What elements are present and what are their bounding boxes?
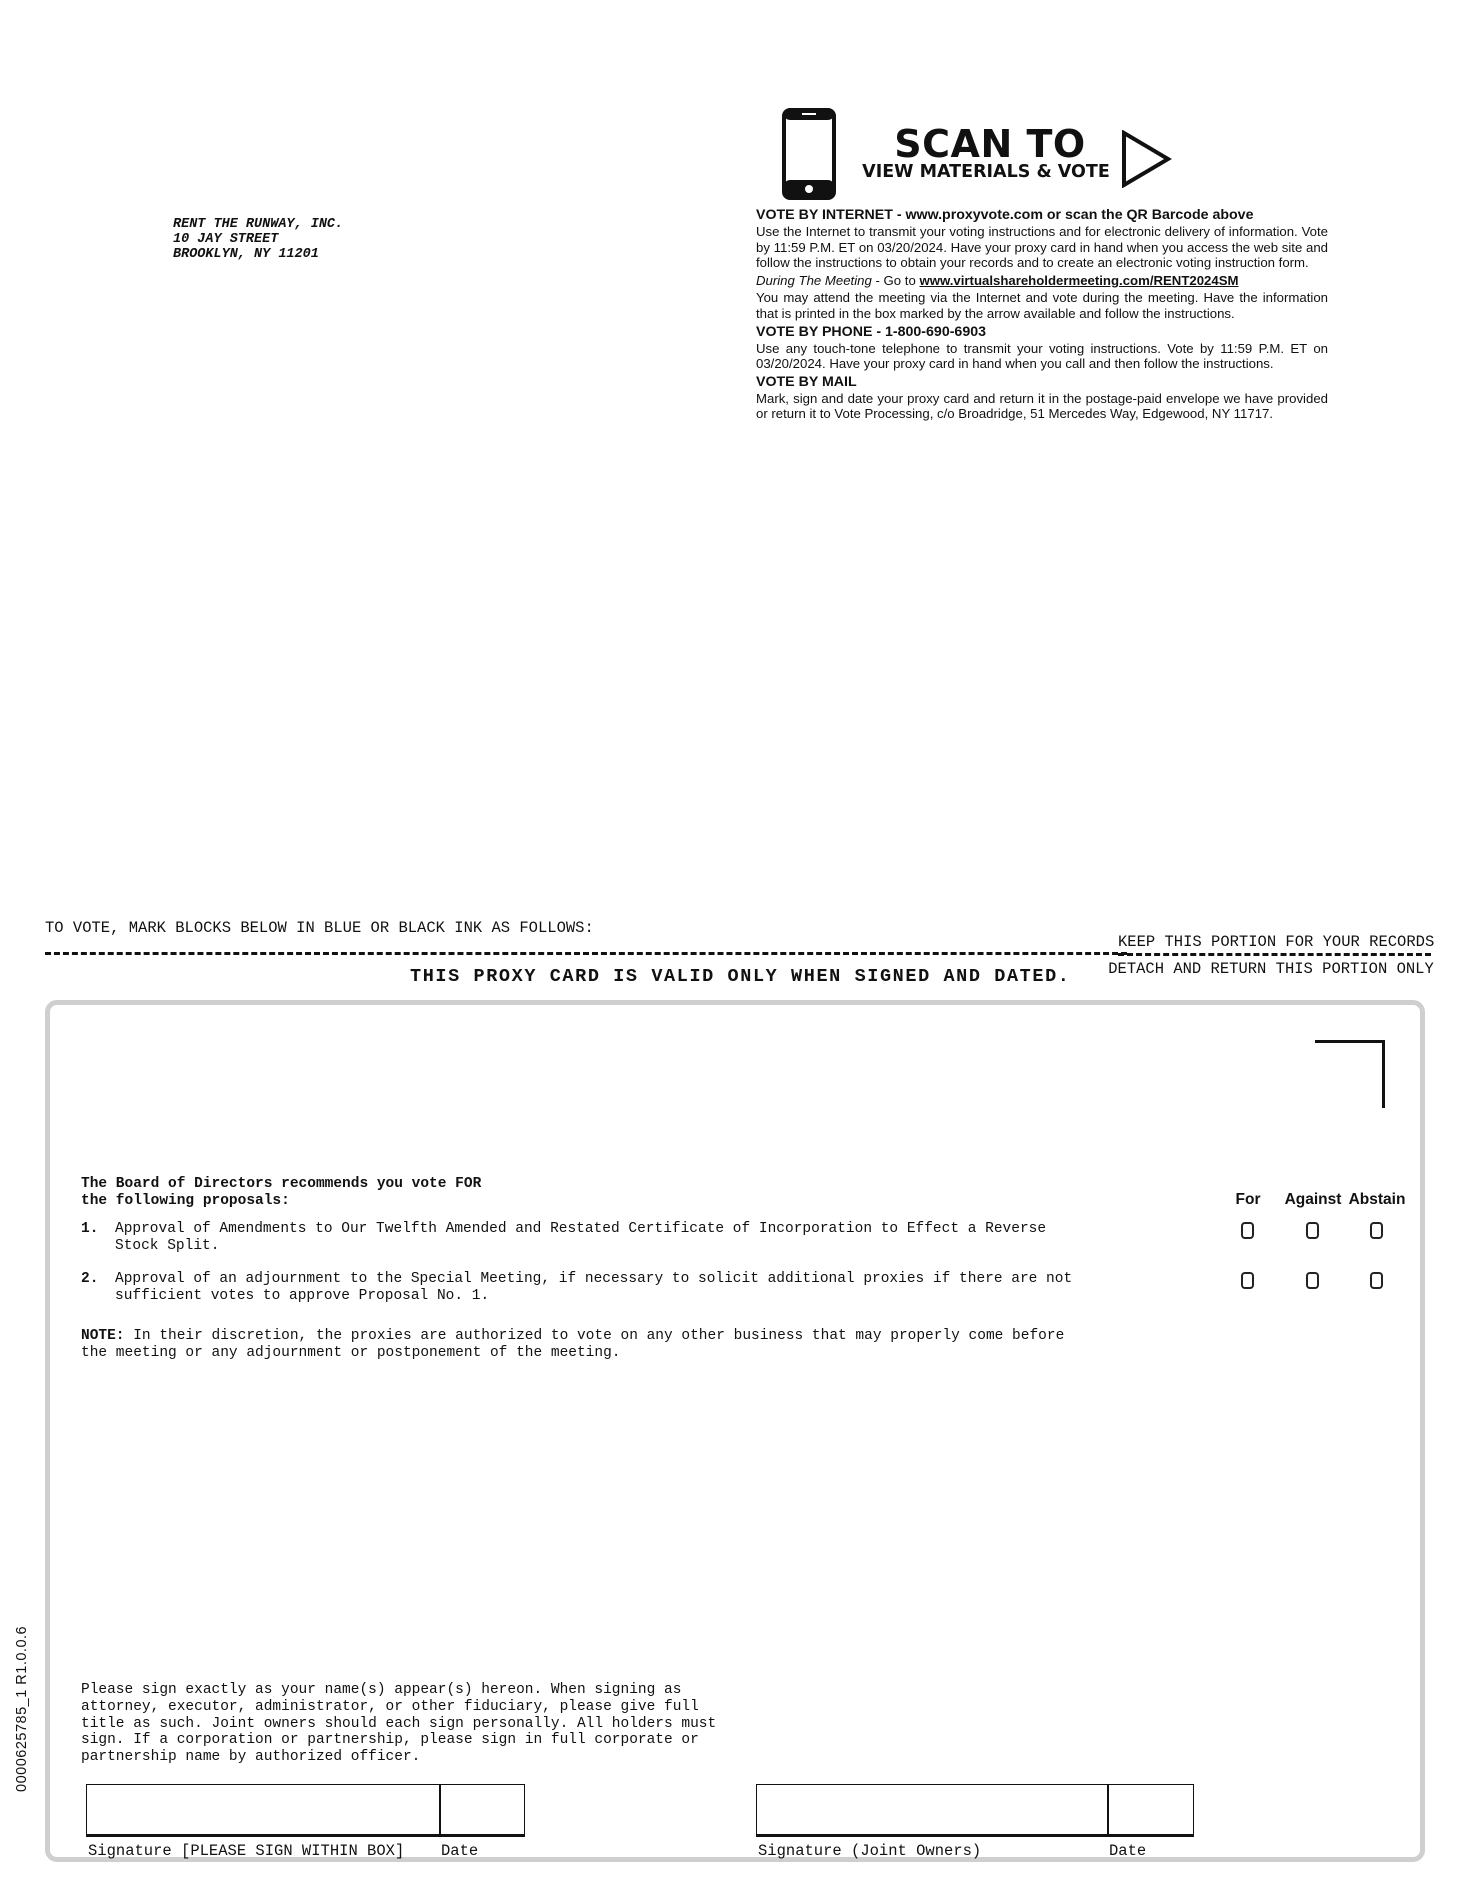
- valid-notice: THIS PROXY CARD IS VALID ONLY WHEN SIGNED AND DATED.: [410, 966, 1071, 987]
- proposal-2-for-checkbox[interactable]: [1241, 1272, 1254, 1289]
- voting-instructions: [756, 207, 1328, 424]
- company-street: 10 JAY STREET: [173, 232, 279, 247]
- detach-portion-label: DETACH AND RETURN THIS PORTION ONLY: [1108, 960, 1434, 978]
- proposal-text: Approval of Amendments to Our Twelfth Amended and Restated Certificate of Incorporation to Effect a Reverse Stock Split.: [115, 1221, 1047, 1254]
- meeting-body: You may attend the meeting via the Internet and vote during the meeting. Have the information that is printed in the box marked by the arrow available and follow the instructions.: [756, 290, 1328, 321]
- company-city: BROOKLYN, NY 11201: [173, 247, 319, 262]
- proposal-1-abstain-checkbox[interactable]: [1370, 1222, 1383, 1239]
- note-text: [81, 1328, 1081, 1361]
- date-box-2[interactable]: [1107, 1784, 1194, 1837]
- play-arrow-icon: [1120, 130, 1172, 188]
- signature-box-2[interactable]: [756, 1784, 1109, 1837]
- company-name: RENT THE RUNWAY, INC.: [173, 217, 344, 232]
- scan-title: SCAN TO: [894, 122, 1086, 166]
- column-abstain: Abstain: [1348, 1191, 1406, 1208]
- proposal-1: [81, 1221, 1081, 1254]
- vote-phone-heading: VOTE BY PHONE - 1-800-690-6903: [756, 323, 986, 340]
- signature-label-1: Signature [PLEASE SIGN WITHIN BOX]: [88, 1842, 405, 1860]
- signature-label-2: Signature (Joint Owners): [758, 1842, 982, 1860]
- column-against: Against: [1284, 1191, 1342, 1208]
- date-label-1: Date: [441, 1842, 479, 1860]
- scan-subtitle: VIEW MATERIALS & VOTE: [862, 162, 1110, 182]
- signing-instructions: Please sign exactly as your name(s) appear(s) hereon. When signing as attorney, executor, administrator, or other fiduciary, please give full title as such. Joint owners should each sign personally. All holders must sign. If a corporation or partnership, please sign in full corporate or partnership name by authorized officer.: [81, 1682, 717, 1766]
- signature-box-1[interactable]: [86, 1784, 441, 1837]
- note-body: In their discretion, the proxies are authorized to vote on any other business that may properly come before the meeting or any adjournment or postponement of the meeting.: [81, 1328, 1065, 1361]
- date-box-1[interactable]: [439, 1784, 525, 1837]
- meeting-line: [756, 273, 1328, 289]
- vote-internet-heading: VOTE BY INTERNET - www.proxyvote.com or scan the QR Barcode above: [756, 207, 1254, 223]
- proposal-2: [81, 1271, 1081, 1304]
- meeting-url-link[interactable]: www.virtualshareholdermeeting.com/RENT2024SM: [919, 272, 1239, 288]
- board-line-2: the following proposals:: [81, 1192, 290, 1209]
- proposal-number: 1.: [81, 1221, 99, 1237]
- vote-mail-heading: VOTE BY MAIL: [756, 373, 857, 390]
- proposal-number: 2.: [81, 1271, 99, 1287]
- to-vote-instruction: TO VOTE, MARK BLOCKS BELOW IN BLUE OR BLACK INK AS FOLLOWS:: [45, 919, 594, 937]
- vote-phone-body: Use any touch-tone telephone to transmit your voting instructions. Vote by 11:59 P.M. ET on 03/20/2024. Have your proxy card in hand when you call and then follow the instructions.: [756, 340, 1328, 372]
- vote-mail-body: Mark, sign and date your proxy card and return it in the postage-paid envelope we have provided or return it to Vote Processing, c/o Broadridge, 51 Mercedes Way, Edgewood, NY 11717.: [756, 390, 1328, 422]
- column-for: For: [1235, 1191, 1261, 1208]
- board-line-1: The Board of Directors recommends you vote FOR: [81, 1176, 482, 1192]
- proposal-1-for-checkbox[interactable]: [1241, 1222, 1254, 1239]
- meeting-goto: - Go to: [871, 272, 920, 288]
- company-address: [173, 217, 493, 262]
- phone-icon: [782, 108, 836, 200]
- proposal-1-against-checkbox[interactable]: [1306, 1222, 1319, 1239]
- proposal-2-against-checkbox[interactable]: [1306, 1272, 1319, 1289]
- board-recommendation: [81, 1176, 641, 1209]
- corner-mark: [1315, 1040, 1385, 1108]
- vote-internet-body: Use the Internet to transmit your voting instructions and for electronic delivery of information. Vote by 11:59 P.M. ET on 03/20/2024. Have your proxy card in hand when you access the web site and follow the instructions to obtain your records and to create an electronic voting instruction form.: [756, 224, 1328, 271]
- note-label: NOTE:: [81, 1328, 125, 1344]
- document-code: 0000625785_1 R1.0.0.6: [14, 1625, 30, 1792]
- meeting-label: During The Meeting: [756, 272, 872, 288]
- detach-dashed-line: [45, 952, 1127, 955]
- proposal-text: Approval of an adjournment to the Special Meeting, if necessary to solicit additional proxies if there are not sufficient votes to approve Proposal No. 1.: [115, 1271, 1073, 1304]
- proposal-2-abstain-checkbox[interactable]: [1370, 1272, 1383, 1289]
- keep-portion-label: KEEP THIS PORTION FOR YOUR RECORDS: [1118, 933, 1431, 956]
- date-label-2: Date: [1109, 1842, 1147, 1860]
